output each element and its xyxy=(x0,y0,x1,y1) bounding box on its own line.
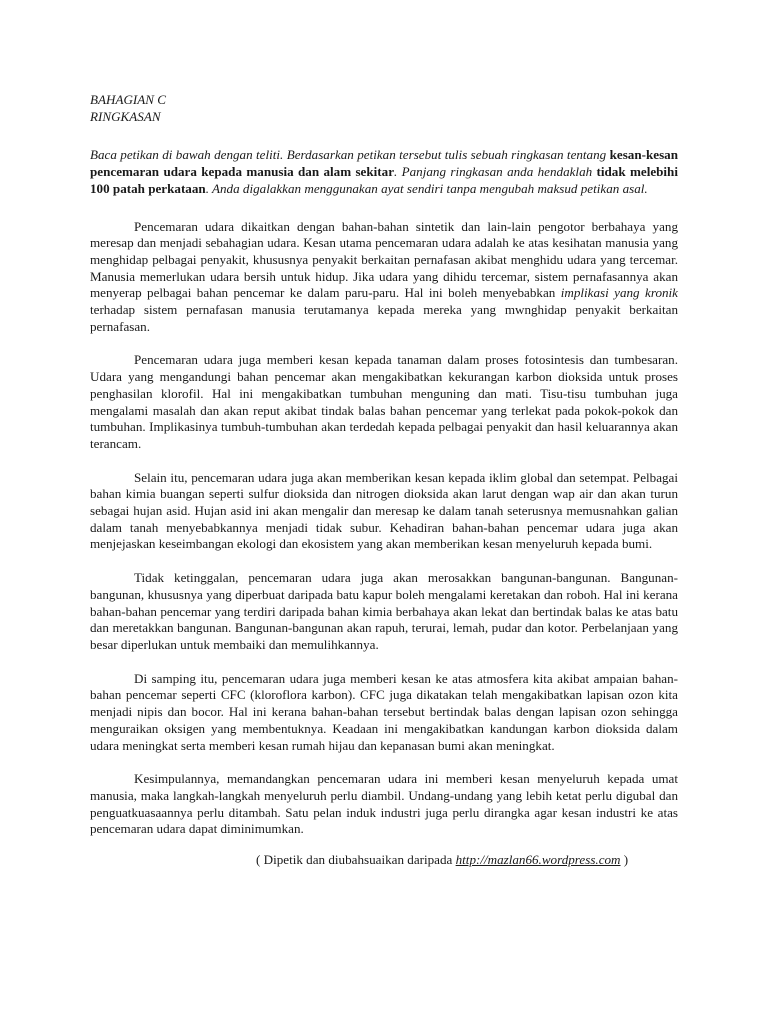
paragraph-4: Tidak ketinggalan, pencemaran udara juga akan merosakkan bangunan-bangunan. Bangunan-bangunan, khususnya yang diperbuat daripada batu kapur boleh mengalami keretakan dan roboh. Hal ini kerana bahan-bahan pencemar yang terdiri daripada bahan kimia berbahaya akan lekat dan bertindak balas ke atas batu dan meretakkan bangunan. Bangunan-bangunan akan rapuh, terurai, lemah, pudar dan kotor. Perbelanjaan yang besar diperlukan untuk membaiki dan memulihkannya. xyxy=(90,570,678,652)
paragraph-1-emphasis: implikasi yang kronik xyxy=(560,285,678,301)
source-link[interactable]: http://mazlan66.wordpress.com xyxy=(455,852,621,868)
document-page xyxy=(90,92,678,869)
credit-prefix: ( Dipetik dan diubahsuaikan daripada xyxy=(256,852,456,868)
instructions-text-2: . Panjang ringkasan anda hendaklah xyxy=(394,164,597,180)
instructions-text-1: Baca petikan di bawah dengan teliti. Berdasarkan petikan tersebut tulis sebuah ringkasan tentang xyxy=(90,147,610,163)
paragraph-6: Kesimpulannya, memandangkan pencemaran udara ini memberi kesan menyeluruh kepada umat manusia, maka langkah-langkah menyeluruh perlu diambil. Undang-undang yang lebih ketat perlu digubal dan penguatkuasaannya perlu ditambah. Satu pelan induk industri juga perlu dirangka agar kesan industri ke atas pencemaran udara dapat diminimumkan. xyxy=(90,771,678,837)
paragraph-3: Selain itu, pencemaran udara juga akan memberikan kesan kepada iklim global dan setempat. Pelbagai bahan kimia buangan seperti sulfur dioksida dan nitrogen dioksida akan larut dengan wap air dan akan turun sebagai hujan asid. Hujan asid ini akan mengalir dan meresap ke dalam tanah seterusnya memusnahkan galian dalam tanah menyebabkannya menjadi tidak subur. Kehadiran bahan-bahan pencemar udara juga akan menjejaskan keseimbangan ekologi dan ekosistem yang akan memberikan kesan menyeluruh kepada bumi. xyxy=(90,469,678,552)
passage xyxy=(90,219,678,839)
section-title: RINGKASAN xyxy=(90,108,161,124)
paragraph-1-text-a: Pencemaran udara dikaitkan dengan bahan-bahan sintetik dan lain-lain pengotor berbahaya yang meresap dan menjadi sebahagian udara. Kesan utama pencemaran udara adalah ke atas kesihatan manusia yang menghidap pelbagai penyakit, khususnya penyakit berkaitan pernafasan akibat menghidu udara yang tercemar. Manusia memerlukan udara bersih untuk hidup. Jika udara yang dihidu tercemar, sistem pernafasannya akan menyerap pelbagai bahan pencemar ke dalam paru-paru. Hal ini boleh menyebabkan xyxy=(90,218,678,301)
instructions-emphasis-topic: kesan-kesan pencemaran udara kepada manusia dan alam sekitar xyxy=(90,147,678,180)
section-heading: BAHAGIAN C xyxy=(90,92,167,107)
paragraph-2: Pencemaran udara juga memberi kesan kepada tanaman dalam proses fotosintesis dan tumbesaran. Udara yang mengandungi bahan pencemar akan mengakibatkan kekurangan karbon dioksida untuk proses penghasilan klorofil. Hal ini mengakibatkan tumbuhan menguning dan mati. Tisu-tisu tumbuhan juga mengalami masalah dan akan reput akibat tindak balas bahan pencemar yang terlekat pada pokok-pokok dan tumbuhan. Implikasinya tumbuh-tumbuhan akan terdedah kepada pelbagai penyakit dan hasil keluarannya akan terancam. xyxy=(90,352,678,451)
paragraph-1-text-b: terhadap sistem pernafasan manusia terutamanya kepada mereka yang mwnghidap penyakit berkaitan pernafasan. xyxy=(90,302,678,334)
instructions-text-3: . Anda digalakkan menggunakan ayat sendiri tanpa mengubah maksud petikan asal. xyxy=(205,180,648,196)
credit-suffix: ) xyxy=(620,852,629,868)
paragraph-1 xyxy=(90,219,678,336)
paragraph-5: Di samping itu, pencemaran udara juga memberi kesan ke atas atmosfera kita akibat ampaian bahan-bahan pencemar seperti CFC (kloroflora karbon). CFC juga dikatakan telah mengakibatkan lapisan ozon kita menjadi nipis dan bocor. Hal ini kerana bahan-bahan tersebut bertindak balas dengan lapisan ozon sehingga menguraikan oksigen yang membentuknya. Keadaan ini mengakibatkan kandungan karbon dioksida dalam udara meningkat serta memberi kesan rumah hijau dan kepanasan bumi akan meningkat. xyxy=(90,670,678,753)
source-credit xyxy=(90,852,678,869)
instructions-emphasis-limit: tidak melebihi 100 patah perkataan xyxy=(90,164,678,196)
instructions xyxy=(90,147,678,197)
